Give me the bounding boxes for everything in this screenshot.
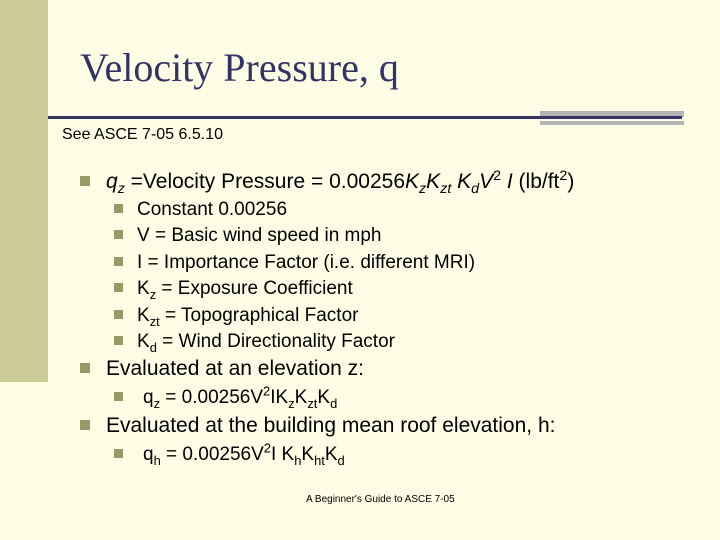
left-decorative-bar <box>0 0 48 382</box>
elevation-z-bullet: Evaluated at an elevation z: <box>80 357 364 381</box>
definition-item: Constant 0.00256 <box>114 199 287 221</box>
elevation-h-bullet: Evaluated at the building mean roof elevation, h: <box>80 414 555 438</box>
slide-title: Velocity Pressure, q <box>80 45 399 90</box>
definition-item: $K_{zt}$ = Topographical Factor <box>114 305 358 327</box>
square-bullet-icon <box>114 310 123 319</box>
square-bullet-icon <box>80 176 90 186</box>
square-bullet-icon <box>114 204 123 213</box>
square-bullet-icon <box>80 363 90 373</box>
title-accent-rule-bottom <box>540 121 684 125</box>
velocity-pressure-bullet: $q_z$ =Velocity Pressure = $0.00256K_zK_{zt}$ $K_dV^2$ I $(lb/ft^2)$ <box>80 170 574 194</box>
elevation-h-formula: $q_h = 0.00256V^2I$ $K_hK_{ht}K_d$ <box>114 444 345 466</box>
square-bullet-icon <box>114 392 123 401</box>
square-bullet-icon <box>80 420 90 430</box>
definition-item: I = Importance Factor (i.e. different MRI) <box>114 252 475 274</box>
reference-note: See ASCE 7-05 6.5.10 <box>62 126 223 143</box>
elevation-z-formula: $q_z = 0.00256V^2IK_zK_{zt}K_d$ <box>114 387 337 409</box>
definition-item: $K_d$ = Wind Directionality Factor <box>114 331 395 353</box>
title-rule <box>48 116 682 119</box>
square-bullet-icon <box>114 336 123 345</box>
square-bullet-icon <box>114 283 123 292</box>
square-bullet-icon <box>114 449 123 458</box>
definition-item: V = Basic wind speed in mph <box>114 225 382 247</box>
slide-footer: A Beginner's Guide to ASCE 7-05 <box>306 494 455 505</box>
square-bullet-icon <box>114 257 123 266</box>
definition-item: $K_z$ = Exposure Coefficient <box>114 278 353 300</box>
square-bullet-icon <box>114 230 123 239</box>
